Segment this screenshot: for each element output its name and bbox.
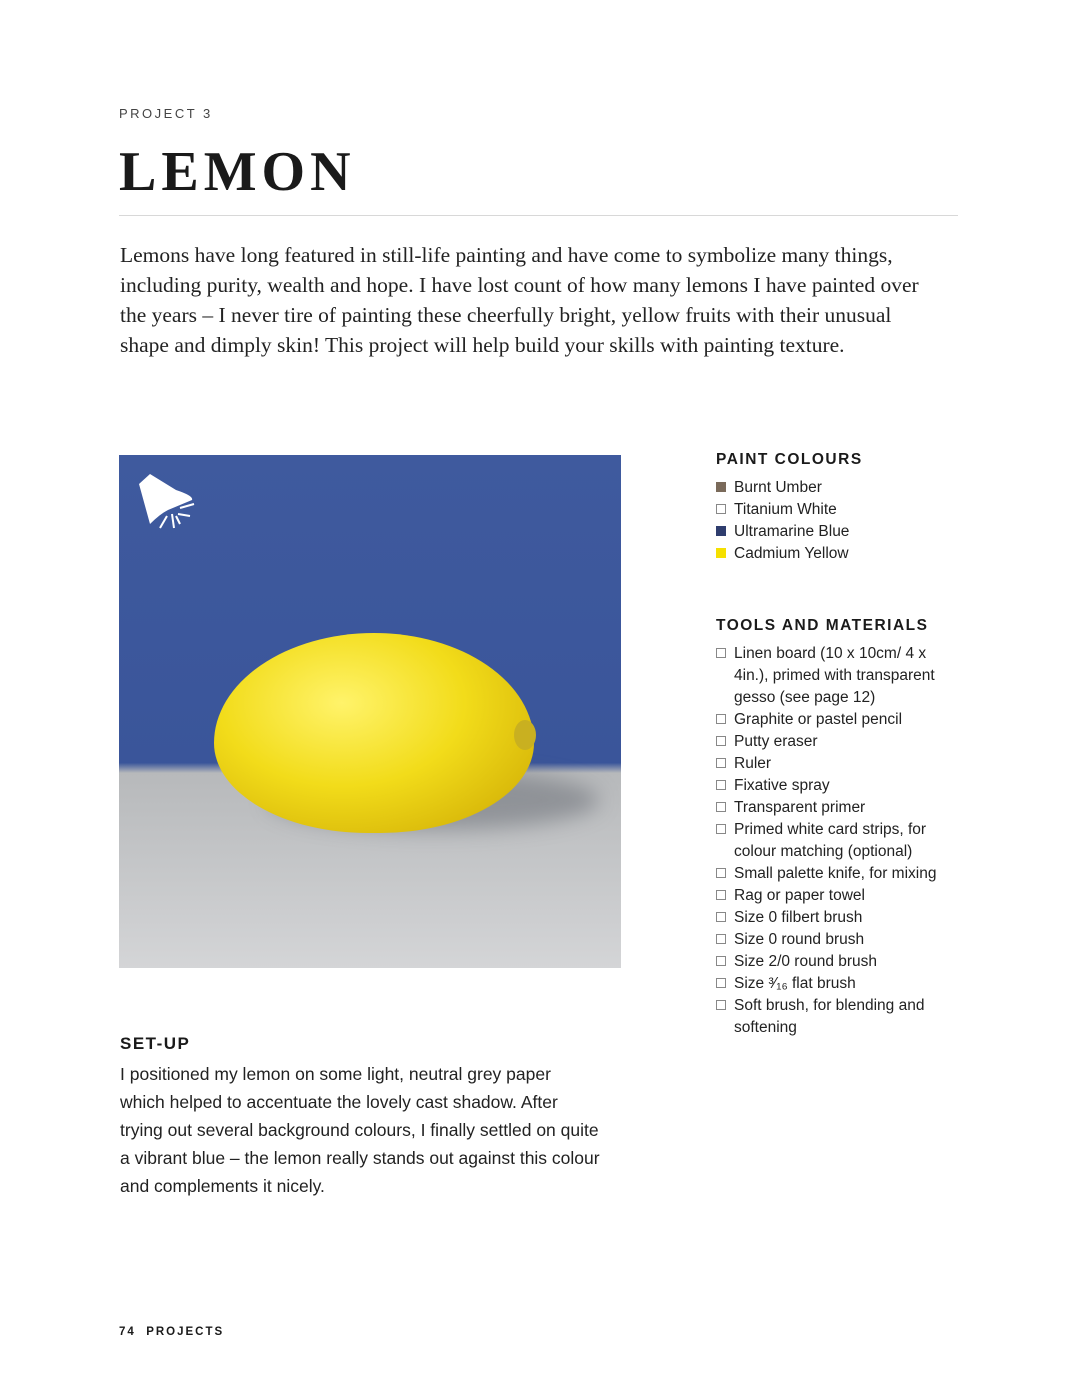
checkbox-icon: [716, 868, 726, 878]
tool-item: [716, 973, 956, 995]
checkbox-icon: [716, 714, 726, 724]
page-number: 74: [119, 1326, 136, 1338]
tool-item: [716, 819, 956, 863]
paint-colour-label: Cadmium Yellow: [734, 545, 849, 562]
tool-label: Transparent primer: [734, 799, 866, 816]
tool-item: [716, 951, 956, 973]
tool-item: [716, 995, 956, 1039]
setup-body: I positioned my lemon on some light, neutral grey paper which helped to accentuate the lovely cast shadow. After trying out several background colours, I finally settled on quite a vibrant blue – the lemon really stands out against this colour and complements it nicely.: [120, 1064, 600, 1196]
tool-label: Primed white card strips, for colour matching (optional): [734, 821, 927, 860]
tool-item: [716, 929, 956, 951]
tools-heading: TOOLS AND MATERIALS: [716, 617, 929, 634]
checkbox-icon: [716, 956, 726, 966]
tool-item: [716, 709, 956, 731]
checkbox-icon: [716, 912, 726, 922]
section-name: PROJECTS: [146, 1326, 225, 1338]
tool-item: [716, 885, 956, 907]
checkbox-icon: [716, 890, 726, 900]
divider: [119, 215, 958, 216]
tool-label: Size 0 filbert brush: [734, 909, 863, 926]
checkbox-icon: [716, 780, 726, 790]
tool-item: [716, 907, 956, 929]
paint-colour-item: [716, 499, 966, 521]
colour-swatch: [716, 548, 726, 558]
paint-colour-item: [716, 543, 966, 565]
tool-label: Ruler: [734, 755, 772, 772]
paint-colour-label: Ultramarine Blue: [734, 523, 850, 540]
tool-item: [716, 775, 956, 797]
paint-colours-section: [716, 451, 966, 565]
checkbox-icon: [716, 648, 726, 658]
paint-colour-item: [716, 477, 966, 499]
checkbox-icon: [716, 758, 726, 768]
lemon-tip: [514, 720, 536, 750]
checkbox-icon: [716, 1000, 726, 1010]
paint-colour-item: [716, 521, 966, 543]
tool-item: [716, 797, 956, 819]
tool-item: [716, 643, 956, 709]
checkbox-icon: [716, 736, 726, 746]
checkbox-icon: [716, 934, 726, 944]
paint-colours-heading: PAINT COLOURS: [716, 451, 863, 468]
tool-label: Size ³⁄₁₆ flat brush: [734, 975, 856, 992]
tool-label: Fixative spray: [734, 777, 830, 794]
lemon-photo: [119, 455, 621, 968]
tool-item: [716, 863, 956, 885]
tool-label: Soft brush, for blending and softening: [734, 997, 925, 1036]
tool-label: Putty eraser: [734, 733, 818, 750]
checkbox-icon: [716, 978, 726, 988]
setup-heading: SET-UP: [120, 1034, 191, 1053]
tool-label: Rag or paper towel: [734, 887, 865, 904]
setup-section: [120, 1034, 600, 1200]
checkbox-icon: [716, 802, 726, 812]
paint-colour-label: Burnt Umber: [734, 479, 822, 496]
tool-item: [716, 753, 956, 775]
tool-label: Size 0 round brush: [734, 931, 865, 948]
project-kicker: PROJECT 3: [119, 106, 213, 121]
paint-colour-label: Titanium White: [734, 501, 837, 518]
checkbox-icon: [716, 824, 726, 834]
page-title: LEMON: [119, 141, 356, 203]
tool-label: Linen board (10 x 10cm/ 4 x 4in.), primed with transparent gesso (see page 12): [734, 645, 935, 706]
page-footer: [119, 1326, 224, 1338]
light-source-icon: [134, 470, 198, 534]
intro-paragraph: Lemons have long featured in still-life painting and have come to symbolize many things, including purity, wealth and hope. I have lost count of how many lemons I have painted over the years – I never tire of painting these cheerfully bright, yellow fruits with their unusual shape and dimply skin! This project will help build your skills with painting texture.: [120, 243, 919, 357]
tool-item: [716, 731, 956, 753]
tool-label: Size 2/0 round brush: [734, 953, 878, 970]
colour-swatch: [716, 482, 726, 492]
colour-swatch: [716, 526, 726, 536]
lemon: [214, 633, 534, 833]
tool-label: Graphite or pastel pencil: [734, 711, 903, 728]
tools-section: [716, 617, 966, 1039]
tool-label: Small palette knife, for mixing: [734, 865, 937, 882]
colour-swatch: [716, 504, 726, 514]
